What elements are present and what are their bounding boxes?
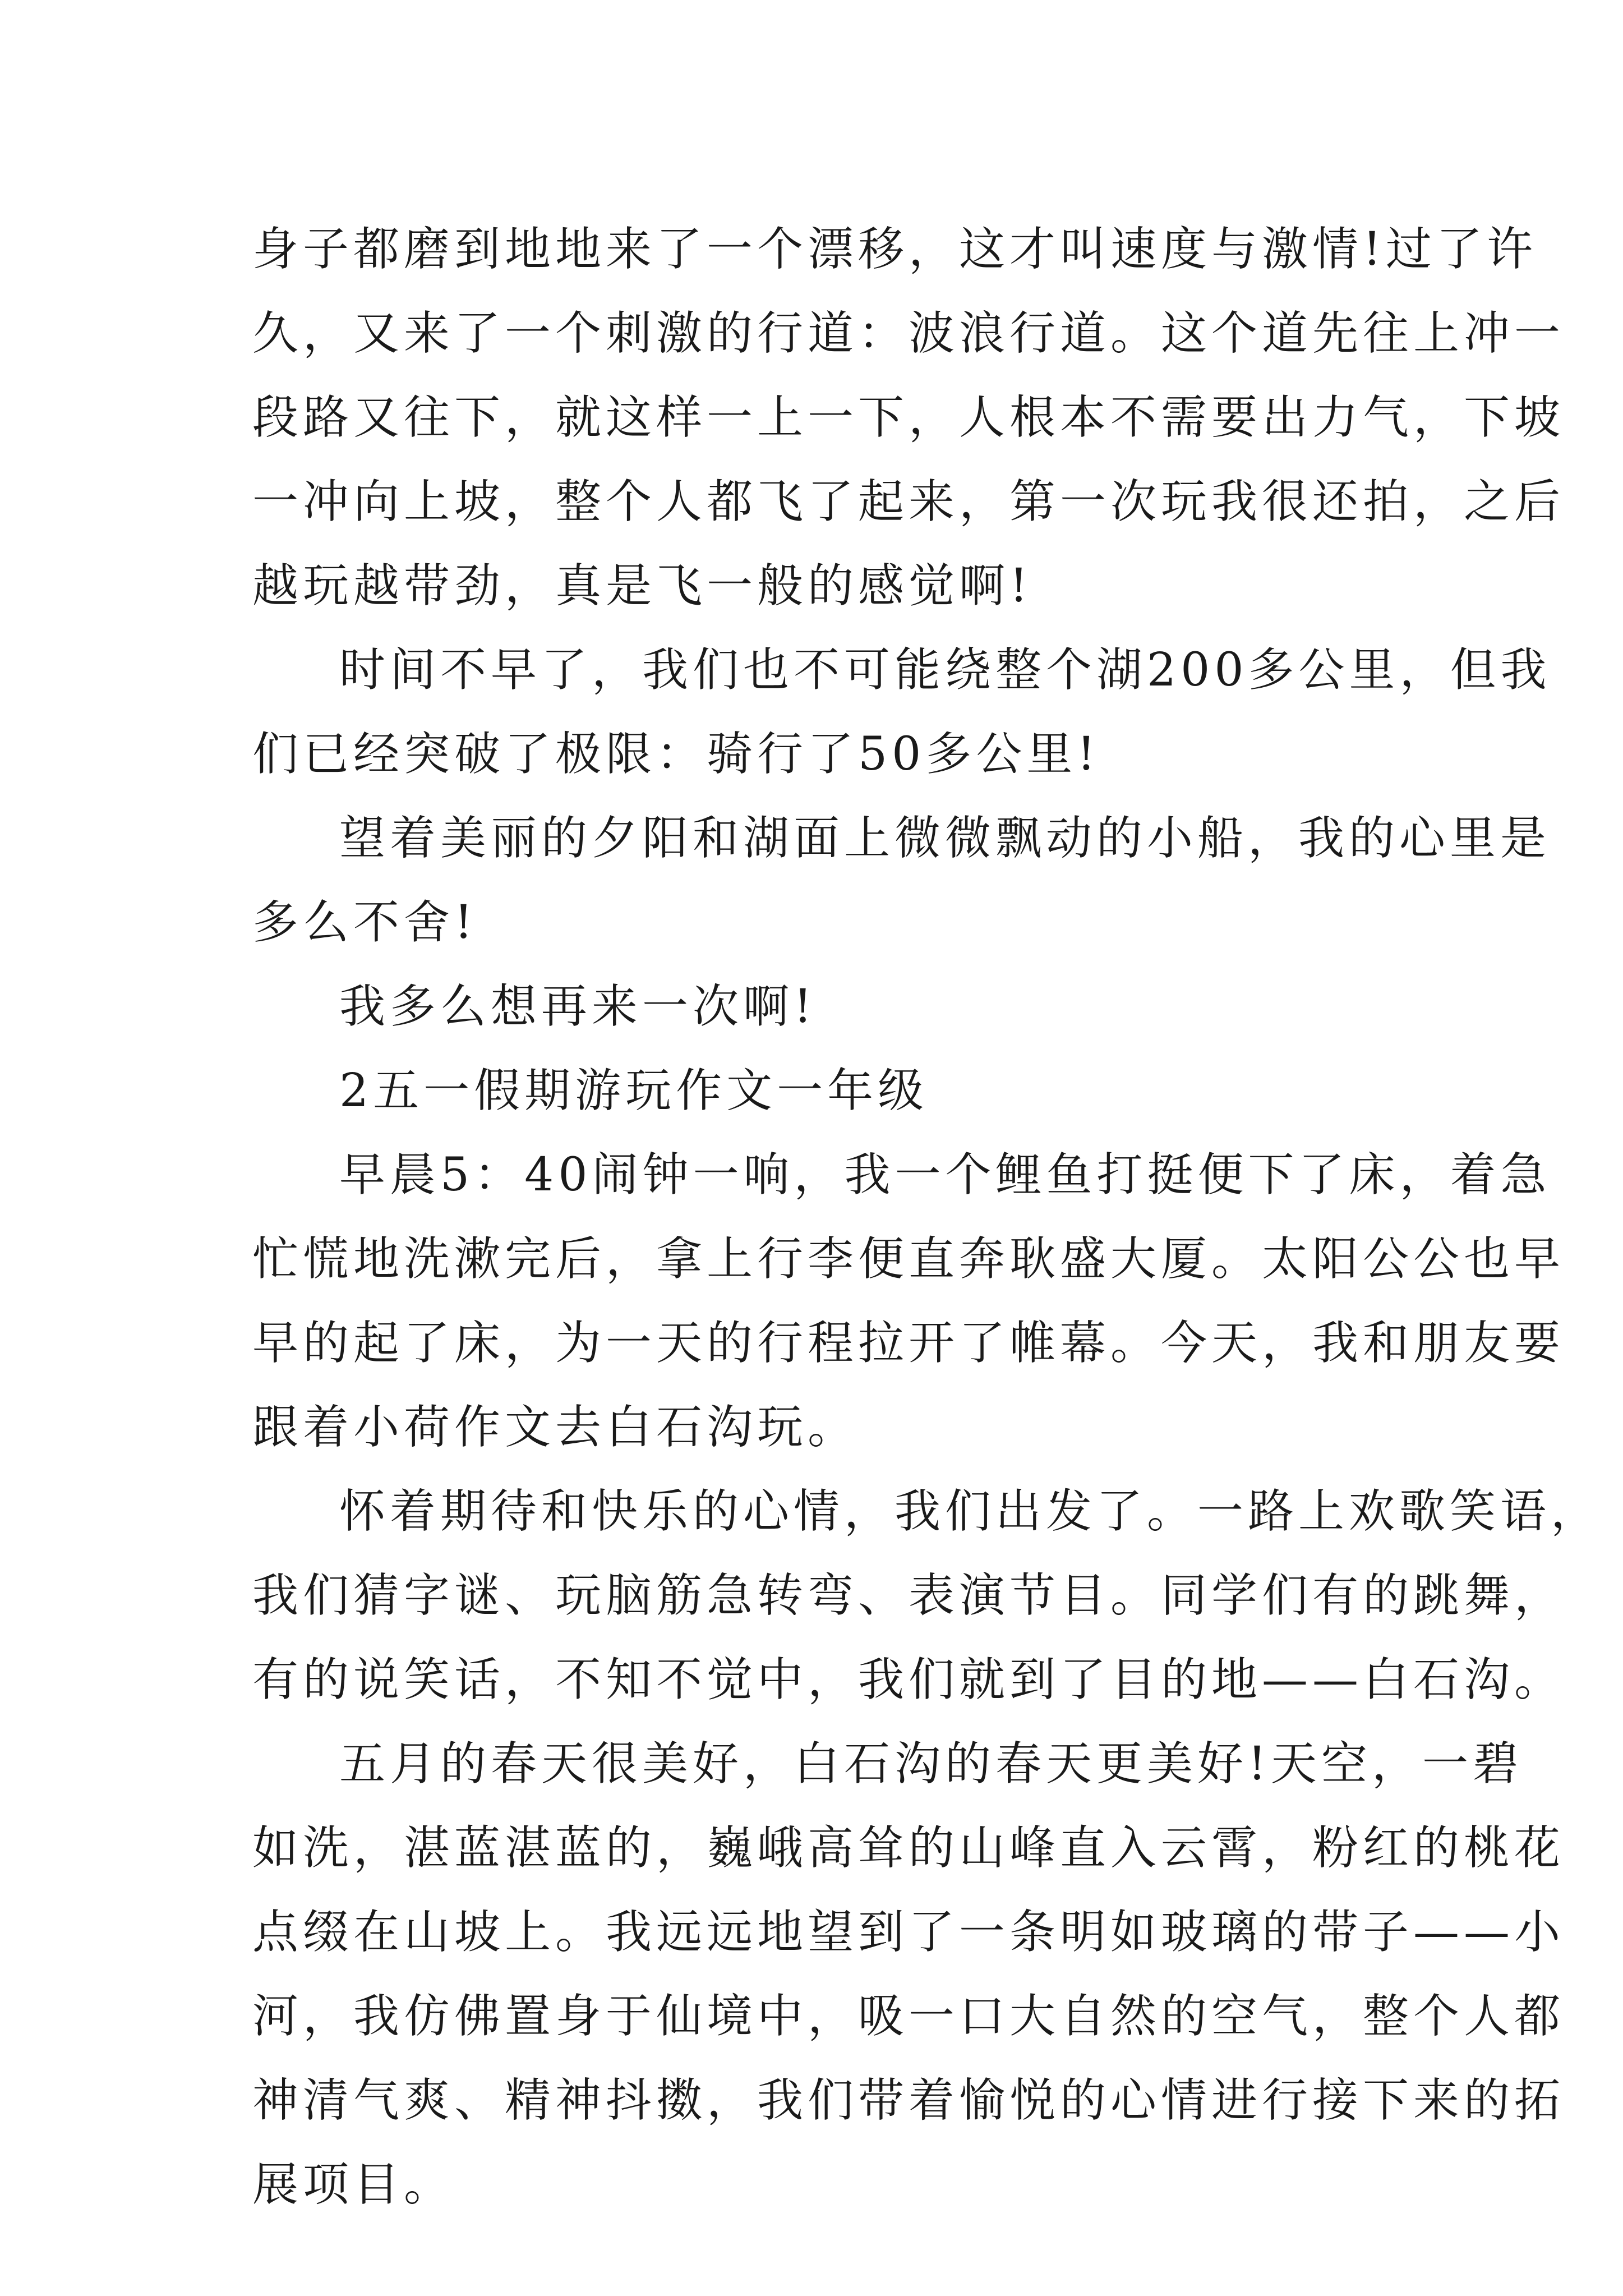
text-line: 一冲向上坡，整个人都飞了起来，第一次玩我很还拍，之后 [252, 475, 1565, 528]
text-line: 多么不舍! [252, 896, 477, 949]
text-line: 怀着期待和快乐的心情，我们出发了。一路上欢歌笑语， [339, 1485, 1602, 1538]
text-line: 身子都磨到地地来了一个漂移，这才叫速度与激情!过了许 [252, 223, 1537, 276]
text-line: 早晨5：40闹钟一响，我一个鲤鱼打挺便下了床，着急 [339, 1148, 1551, 1202]
text-line: 段路又往下，就这样一上一下，人根本不需要出力气，下坡 [252, 391, 1565, 444]
text-line: 越玩越带劲，真是飞一般的感觉啊! [252, 559, 1032, 613]
text-line: 五月的春天很美好，白石沟的春天更美好!天空，一碧 [339, 1737, 1523, 1791]
text-line: 点缀在山坡上。我远远地望到了一条明如玻璃的带子——小 [252, 1906, 1565, 1959]
text-line: 神清气爽、精神抖擞，我们带着愉悦的心情进行接下来的拓 [252, 2074, 1565, 2127]
text-line: 时间不早了，我们也不可能绕整个湖200多公里，但我 [339, 643, 1551, 697]
text-line: 我们猜字谜、玩脑筋急转弯、表演节目。同学们有的跳舞， [252, 1569, 1565, 1622]
text-line: 早的起了床，为一天的行程拉开了帷幕。今天，我和朋友要 [252, 1317, 1565, 1370]
text-line: 忙慌地洗漱完后，拿上行李便直奔耿盛大厦。太阳公公也早 [252, 1232, 1565, 1286]
text-line: 们已经突破了极限：骑行了50多公里! [252, 728, 1100, 781]
text-line: 有的说笑话，不知不觉中，我们就到了目的地——白石沟。 [252, 1653, 1565, 1706]
text-line: 如洗，湛蓝湛蓝的，巍峨高耸的山峰直入云霄，粉红的桃花 [252, 1821, 1565, 1875]
section-heading: 2五一假期游玩作文一年级 [339, 1064, 929, 1117]
text-line: 河，我仿佛置身于仙境中，吸一口大自然的空气，整个人都 [252, 1990, 1565, 2043]
text-line: 展项目。 [252, 2158, 455, 2211]
text-line: 跟着小荷作文去白石沟玩。 [252, 1401, 859, 1454]
text-line: 望着美丽的夕阳和湖面上微微飘动的小船，我的心里是 [339, 812, 1551, 865]
text-line: 久，又来了一个刺激的行道：波浪行道。这个道先往上冲一 [252, 307, 1565, 360]
text-line: 我多么想再来一次啊! [339, 980, 817, 1033]
